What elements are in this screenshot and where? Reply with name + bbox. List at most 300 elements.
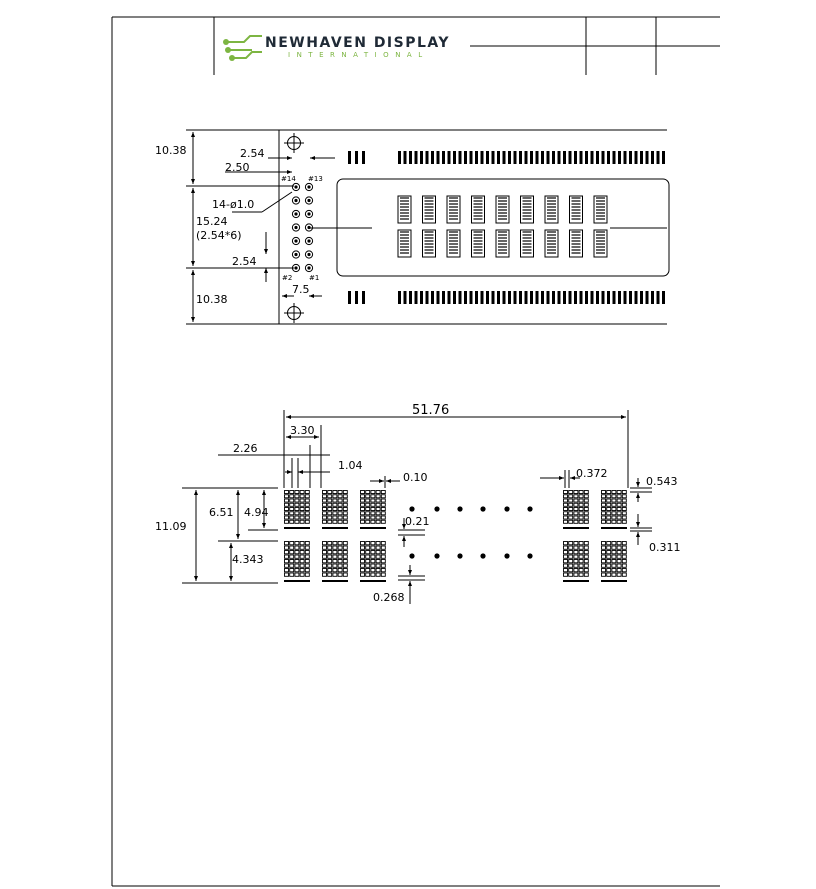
- dot-cell: [602, 499, 606, 502]
- pin-hole-center: [307, 239, 310, 242]
- dot-cell: [602, 542, 606, 545]
- dot-cell: [295, 508, 299, 511]
- dot-cell: [338, 491, 342, 494]
- lead: [519, 291, 522, 304]
- dim-pin-span-formula: (2.54*6): [196, 229, 242, 242]
- dot-cell: [371, 569, 375, 572]
- dot-cell: [338, 546, 342, 549]
- lead: [563, 151, 566, 164]
- dot-cell: [338, 503, 342, 506]
- dot-cell: [564, 555, 568, 558]
- dot-cell: [381, 491, 385, 494]
- dim-char-pitch: 3.30: [290, 424, 315, 437]
- dot-cell: [569, 555, 573, 558]
- dot-cell: [328, 499, 332, 502]
- dot-cell: [607, 503, 611, 506]
- dot-cell: [574, 512, 578, 515]
- dot-cell: [333, 516, 337, 519]
- dot-cell: [328, 516, 332, 519]
- lead: [580, 291, 583, 304]
- dot-cell: [579, 495, 583, 498]
- dot-cell: [300, 555, 304, 558]
- dim-total-height: 11.09: [155, 520, 187, 533]
- dim-total-width: 51.76: [412, 403, 450, 418]
- dot-cell: [622, 508, 626, 511]
- title-block: [214, 17, 720, 75]
- dot-cell: [579, 573, 583, 576]
- dot-cell: [343, 542, 347, 545]
- dot-cell: [612, 560, 616, 563]
- lead: [569, 151, 572, 164]
- dot-cell: [300, 491, 304, 494]
- dot-cell: [295, 503, 299, 506]
- dot-cell: [343, 499, 347, 502]
- dot-cell: [323, 555, 327, 558]
- dot-cell: [328, 520, 332, 523]
- dot-cell: [607, 512, 611, 515]
- dot-cell: [574, 569, 578, 572]
- dot-cell: [338, 560, 342, 563]
- dot-cell: [617, 569, 621, 572]
- dot-cell: [300, 542, 304, 545]
- dot-cell: [371, 503, 375, 506]
- dot-cell: [602, 555, 606, 558]
- lead: [525, 291, 528, 304]
- dot-cell: [569, 516, 573, 519]
- top-lead-frame: [348, 151, 665, 164]
- dot-cell: [290, 516, 294, 519]
- dot-matrix-character: [601, 491, 627, 529]
- ellipsis-dot: [480, 553, 485, 558]
- dot-cell: [376, 551, 380, 554]
- dot-cell: [579, 508, 583, 511]
- dot-cell: [323, 542, 327, 545]
- dot-cell: [300, 564, 304, 567]
- dot-cell: [574, 516, 578, 519]
- dot-cell: [579, 516, 583, 519]
- dot-cell: [361, 520, 365, 523]
- lead: [624, 291, 627, 304]
- dot-cell: [607, 495, 611, 498]
- dot-cell: [366, 569, 370, 572]
- lead: [602, 151, 605, 164]
- dim-top-margin: 10.38: [155, 144, 187, 157]
- dot-cell: [290, 503, 294, 506]
- dot-cell: [290, 520, 294, 523]
- lead: [464, 291, 467, 304]
- lead: [607, 291, 610, 304]
- dot-cell: [617, 555, 621, 558]
- dot-cell: [338, 512, 342, 515]
- lead: [475, 151, 478, 164]
- dot-cell: [602, 512, 606, 515]
- lead: [624, 151, 627, 164]
- dot-cell: [607, 555, 611, 558]
- dot-cell: [295, 555, 299, 558]
- dot-cell: [323, 520, 327, 523]
- dot-cell: [333, 560, 337, 563]
- dot-cell: [574, 520, 578, 523]
- dot-cell: [579, 542, 583, 545]
- pin-hole-center: [294, 253, 297, 256]
- dot-cell: [285, 560, 289, 563]
- dot-cell: [569, 560, 573, 563]
- dot-cell: [381, 555, 385, 558]
- pin-label-1: #1: [309, 274, 320, 282]
- mini-char-block: [521, 230, 534, 257]
- dot-cell: [323, 569, 327, 572]
- dot-cell: [338, 495, 342, 498]
- dot-cell: [295, 542, 299, 545]
- lead: [580, 151, 583, 164]
- dot-cell: [602, 573, 606, 576]
- dot-cell: [295, 491, 299, 494]
- ellipsis-dot: [434, 506, 439, 511]
- dot-cell: [305, 560, 309, 563]
- lead: [585, 151, 588, 164]
- dot-cell: [323, 564, 327, 567]
- pin-hole-center: [294, 266, 297, 269]
- lead: [596, 291, 599, 304]
- dot-cell: [569, 495, 573, 498]
- dot-cell: [366, 503, 370, 506]
- dot-cell: [305, 491, 309, 494]
- dim-cursor-gap: 0.21: [405, 515, 430, 528]
- dot-cell: [376, 520, 380, 523]
- dot-cell: [338, 508, 342, 511]
- dot-cell: [584, 542, 588, 545]
- dot-cell: [333, 512, 337, 515]
- dot-cell: [285, 546, 289, 549]
- dot-matrix-character: [322, 542, 348, 582]
- dot-cell: [295, 520, 299, 523]
- dot-cell: [622, 564, 626, 567]
- dot-cell: [290, 499, 294, 502]
- dot-cell: [569, 564, 573, 567]
- dot-cell: [295, 573, 299, 576]
- dot-cell: [564, 516, 568, 519]
- dot-cell: [612, 503, 616, 506]
- dot-cell: [579, 499, 583, 502]
- dot-cell: [622, 560, 626, 563]
- ellipsis-dot: [457, 553, 462, 558]
- character-dot-matrix: [284, 491, 627, 582]
- dot-cell: [295, 516, 299, 519]
- dot-cell: [612, 516, 616, 519]
- lead: [514, 151, 517, 164]
- dot-cell: [371, 564, 375, 567]
- mini-char-block: [398, 196, 411, 223]
- dot-cell: [295, 499, 299, 502]
- pin-hole-center: [294, 239, 297, 242]
- dot-cell: [361, 546, 365, 549]
- dot-cell: [381, 516, 385, 519]
- dot-cell: [607, 520, 611, 523]
- dot-cell: [564, 551, 568, 554]
- dot-cell: [285, 573, 289, 576]
- dot-cell: [323, 495, 327, 498]
- lead: [404, 151, 407, 164]
- mounting-hole-top-icon: [284, 133, 304, 153]
- dim-hole-spec: 14-ø1.0: [212, 198, 255, 211]
- dot-cell: [290, 569, 294, 572]
- lead: [662, 151, 665, 164]
- dot-cell: [376, 499, 380, 502]
- dot-cell: [617, 495, 621, 498]
- dot-cell: [602, 564, 606, 567]
- dot-cell: [376, 564, 380, 567]
- dot-cell: [574, 573, 578, 576]
- lead: [492, 151, 495, 164]
- character-block-array: [398, 196, 607, 257]
- dot-matrix-character: [360, 491, 386, 529]
- dot-cell: [295, 551, 299, 554]
- pin-hole-center: [294, 185, 297, 188]
- dot-cell: [607, 551, 611, 554]
- dot-cell: [622, 491, 626, 494]
- dot-cell: [564, 512, 568, 515]
- lead: [453, 151, 456, 164]
- dot-cell: [361, 560, 365, 563]
- dot-cell: [564, 520, 568, 523]
- dot-cell: [574, 546, 578, 549]
- lead: [607, 151, 610, 164]
- dot-cell: [328, 551, 332, 554]
- mini-char-block: [472, 196, 485, 223]
- dot-cell: [333, 495, 337, 498]
- lead: [497, 151, 500, 164]
- mini-char-block: [545, 196, 558, 223]
- ellipsis-dot: [527, 506, 532, 511]
- dot-cell: [579, 520, 583, 523]
- dot-cell: [300, 573, 304, 576]
- dot-cell: [607, 569, 611, 572]
- dot-cell: [612, 551, 616, 554]
- dot-cell: [300, 512, 304, 515]
- dot-cell: [574, 560, 578, 563]
- pin-hole-center: [294, 199, 297, 202]
- lead: [497, 291, 500, 304]
- dot-cell: [366, 520, 370, 523]
- dot-cell: [376, 491, 380, 494]
- dot-cell: [579, 503, 583, 506]
- dot-cell: [579, 491, 583, 494]
- dot-cell: [564, 499, 568, 502]
- dot-cell: [371, 508, 375, 511]
- dot-cell: [602, 495, 606, 498]
- dot-cell: [574, 499, 578, 502]
- lead: [547, 291, 550, 304]
- lead: [486, 291, 489, 304]
- dot-cell: [371, 520, 375, 523]
- dot-cell: [366, 551, 370, 554]
- dim-dot-pitch: 1.04: [338, 459, 363, 472]
- dot-cell: [338, 564, 342, 567]
- dot-cell: [376, 542, 380, 545]
- dot-cell: [622, 542, 626, 545]
- lead: [409, 151, 412, 164]
- dot-cell: [579, 546, 583, 549]
- ellipsis-dot: [409, 553, 414, 558]
- dot-cell: [323, 551, 327, 554]
- lead: [618, 291, 621, 304]
- lead: [530, 291, 533, 304]
- dot-cell: [569, 542, 573, 545]
- lead: [657, 291, 660, 304]
- mini-char-block: [398, 230, 411, 257]
- lead: [459, 291, 462, 304]
- mini-char-block: [496, 230, 509, 257]
- lead: [481, 151, 484, 164]
- dot-cell: [343, 520, 347, 523]
- lead: [547, 151, 550, 164]
- dot-cell: [564, 542, 568, 545]
- dim-pitch-c: 2.54: [232, 255, 257, 268]
- dot-cell: [612, 555, 616, 558]
- dot-cell: [569, 491, 573, 494]
- dot-cell: [602, 516, 606, 519]
- dot-cell: [343, 508, 347, 511]
- dim-cursor-height: 0.268: [373, 591, 405, 604]
- dot-cell: [371, 499, 375, 502]
- dim-row2-height: 4.343: [232, 553, 264, 566]
- ellipsis-dot: [434, 553, 439, 558]
- dot-cell: [343, 512, 347, 515]
- dot-cell: [328, 564, 332, 567]
- dot-cell: [300, 546, 304, 549]
- lead: [662, 291, 665, 304]
- dot-cell: [366, 560, 370, 563]
- lead: [574, 291, 577, 304]
- dot-cell: [612, 520, 616, 523]
- dot-cell: [300, 520, 304, 523]
- dot-cell: [622, 573, 626, 576]
- mini-char-block: [570, 230, 583, 257]
- lead: [536, 291, 539, 304]
- dot-cell: [305, 503, 309, 506]
- dot-cell: [602, 491, 606, 494]
- dot-cell: [285, 520, 289, 523]
- dot-cell: [285, 495, 289, 498]
- dot-cell: [612, 508, 616, 511]
- dot-cell: [328, 508, 332, 511]
- dot-cell: [602, 520, 606, 523]
- dot-cell: [338, 569, 342, 572]
- dot-cell: [290, 573, 294, 576]
- dot-cell: [569, 508, 573, 511]
- dot-cell: [333, 546, 337, 549]
- dot-cell: [617, 503, 621, 506]
- dot-cell: [343, 495, 347, 498]
- lead: [355, 151, 358, 164]
- dot-cell: [338, 555, 342, 558]
- dot-cell: [602, 551, 606, 554]
- dot-cell: [361, 516, 365, 519]
- dot-cell: [376, 503, 380, 506]
- pin-hole-center: [294, 212, 297, 215]
- lead: [613, 151, 616, 164]
- dot-cell: [333, 508, 337, 511]
- ellipsis-dot: [504, 506, 509, 511]
- dot-cell: [290, 555, 294, 558]
- dot-cell: [617, 508, 621, 511]
- dot-cell: [612, 569, 616, 572]
- dot-cell: [333, 555, 337, 558]
- dot-cell: [285, 499, 289, 502]
- dot-cell: [361, 503, 365, 506]
- mini-char-block: [447, 230, 460, 257]
- lead: [651, 291, 654, 304]
- lead: [629, 151, 632, 164]
- dot-matrix-character: [284, 542, 310, 582]
- dot-cell: [338, 573, 342, 576]
- lead: [657, 151, 660, 164]
- dot-cell: [584, 520, 588, 523]
- dot-cell: [564, 503, 568, 506]
- lead: [635, 291, 638, 304]
- pin-hole-center: [307, 199, 310, 202]
- lead: [635, 151, 638, 164]
- dot-cell: [305, 508, 309, 511]
- dim-row-pitch: 6.51: [209, 506, 234, 519]
- dot-cell: [343, 573, 347, 576]
- lead: [426, 291, 429, 304]
- dot-cell: [328, 491, 332, 494]
- lead: [348, 151, 351, 164]
- lead: [558, 291, 561, 304]
- dot-cell: [602, 508, 606, 511]
- dot-cell: [305, 555, 309, 558]
- dot-cell: [579, 560, 583, 563]
- dot-cell: [584, 516, 588, 519]
- dot-cell: [366, 495, 370, 498]
- dot-cell: [361, 564, 365, 567]
- dot-cell: [381, 560, 385, 563]
- dot-cell: [285, 512, 289, 515]
- dot-cell: [574, 508, 578, 511]
- dot-cell: [607, 560, 611, 563]
- dot-cell: [343, 560, 347, 563]
- pin-hole-center: [307, 253, 310, 256]
- dot-cell: [584, 555, 588, 558]
- dot-cell: [305, 495, 309, 498]
- lead: [415, 151, 418, 164]
- lead: [415, 291, 418, 304]
- dot-cell: [305, 520, 309, 523]
- dot-cell: [381, 569, 385, 572]
- ellipsis-dot: [527, 553, 532, 558]
- dim-char-height: 4.94: [244, 506, 269, 519]
- lead: [618, 151, 621, 164]
- dot-cell: [579, 564, 583, 567]
- dot-cell: [343, 503, 347, 506]
- dot-cell: [564, 569, 568, 572]
- dot-cell: [371, 491, 375, 494]
- dot-cell: [584, 569, 588, 572]
- dim-bottom-margin: 10.38: [196, 293, 228, 306]
- dot-cell: [290, 508, 294, 511]
- dot-cell: [564, 564, 568, 567]
- ellipsis-dot: [480, 506, 485, 511]
- dot-cell: [376, 516, 380, 519]
- lead: [398, 291, 401, 304]
- dot-cell: [376, 495, 380, 498]
- dot-cell: [333, 569, 337, 572]
- lead: [409, 291, 412, 304]
- dot-cell: [361, 495, 365, 498]
- dot-cell: [333, 573, 337, 576]
- dot-cell: [569, 573, 573, 576]
